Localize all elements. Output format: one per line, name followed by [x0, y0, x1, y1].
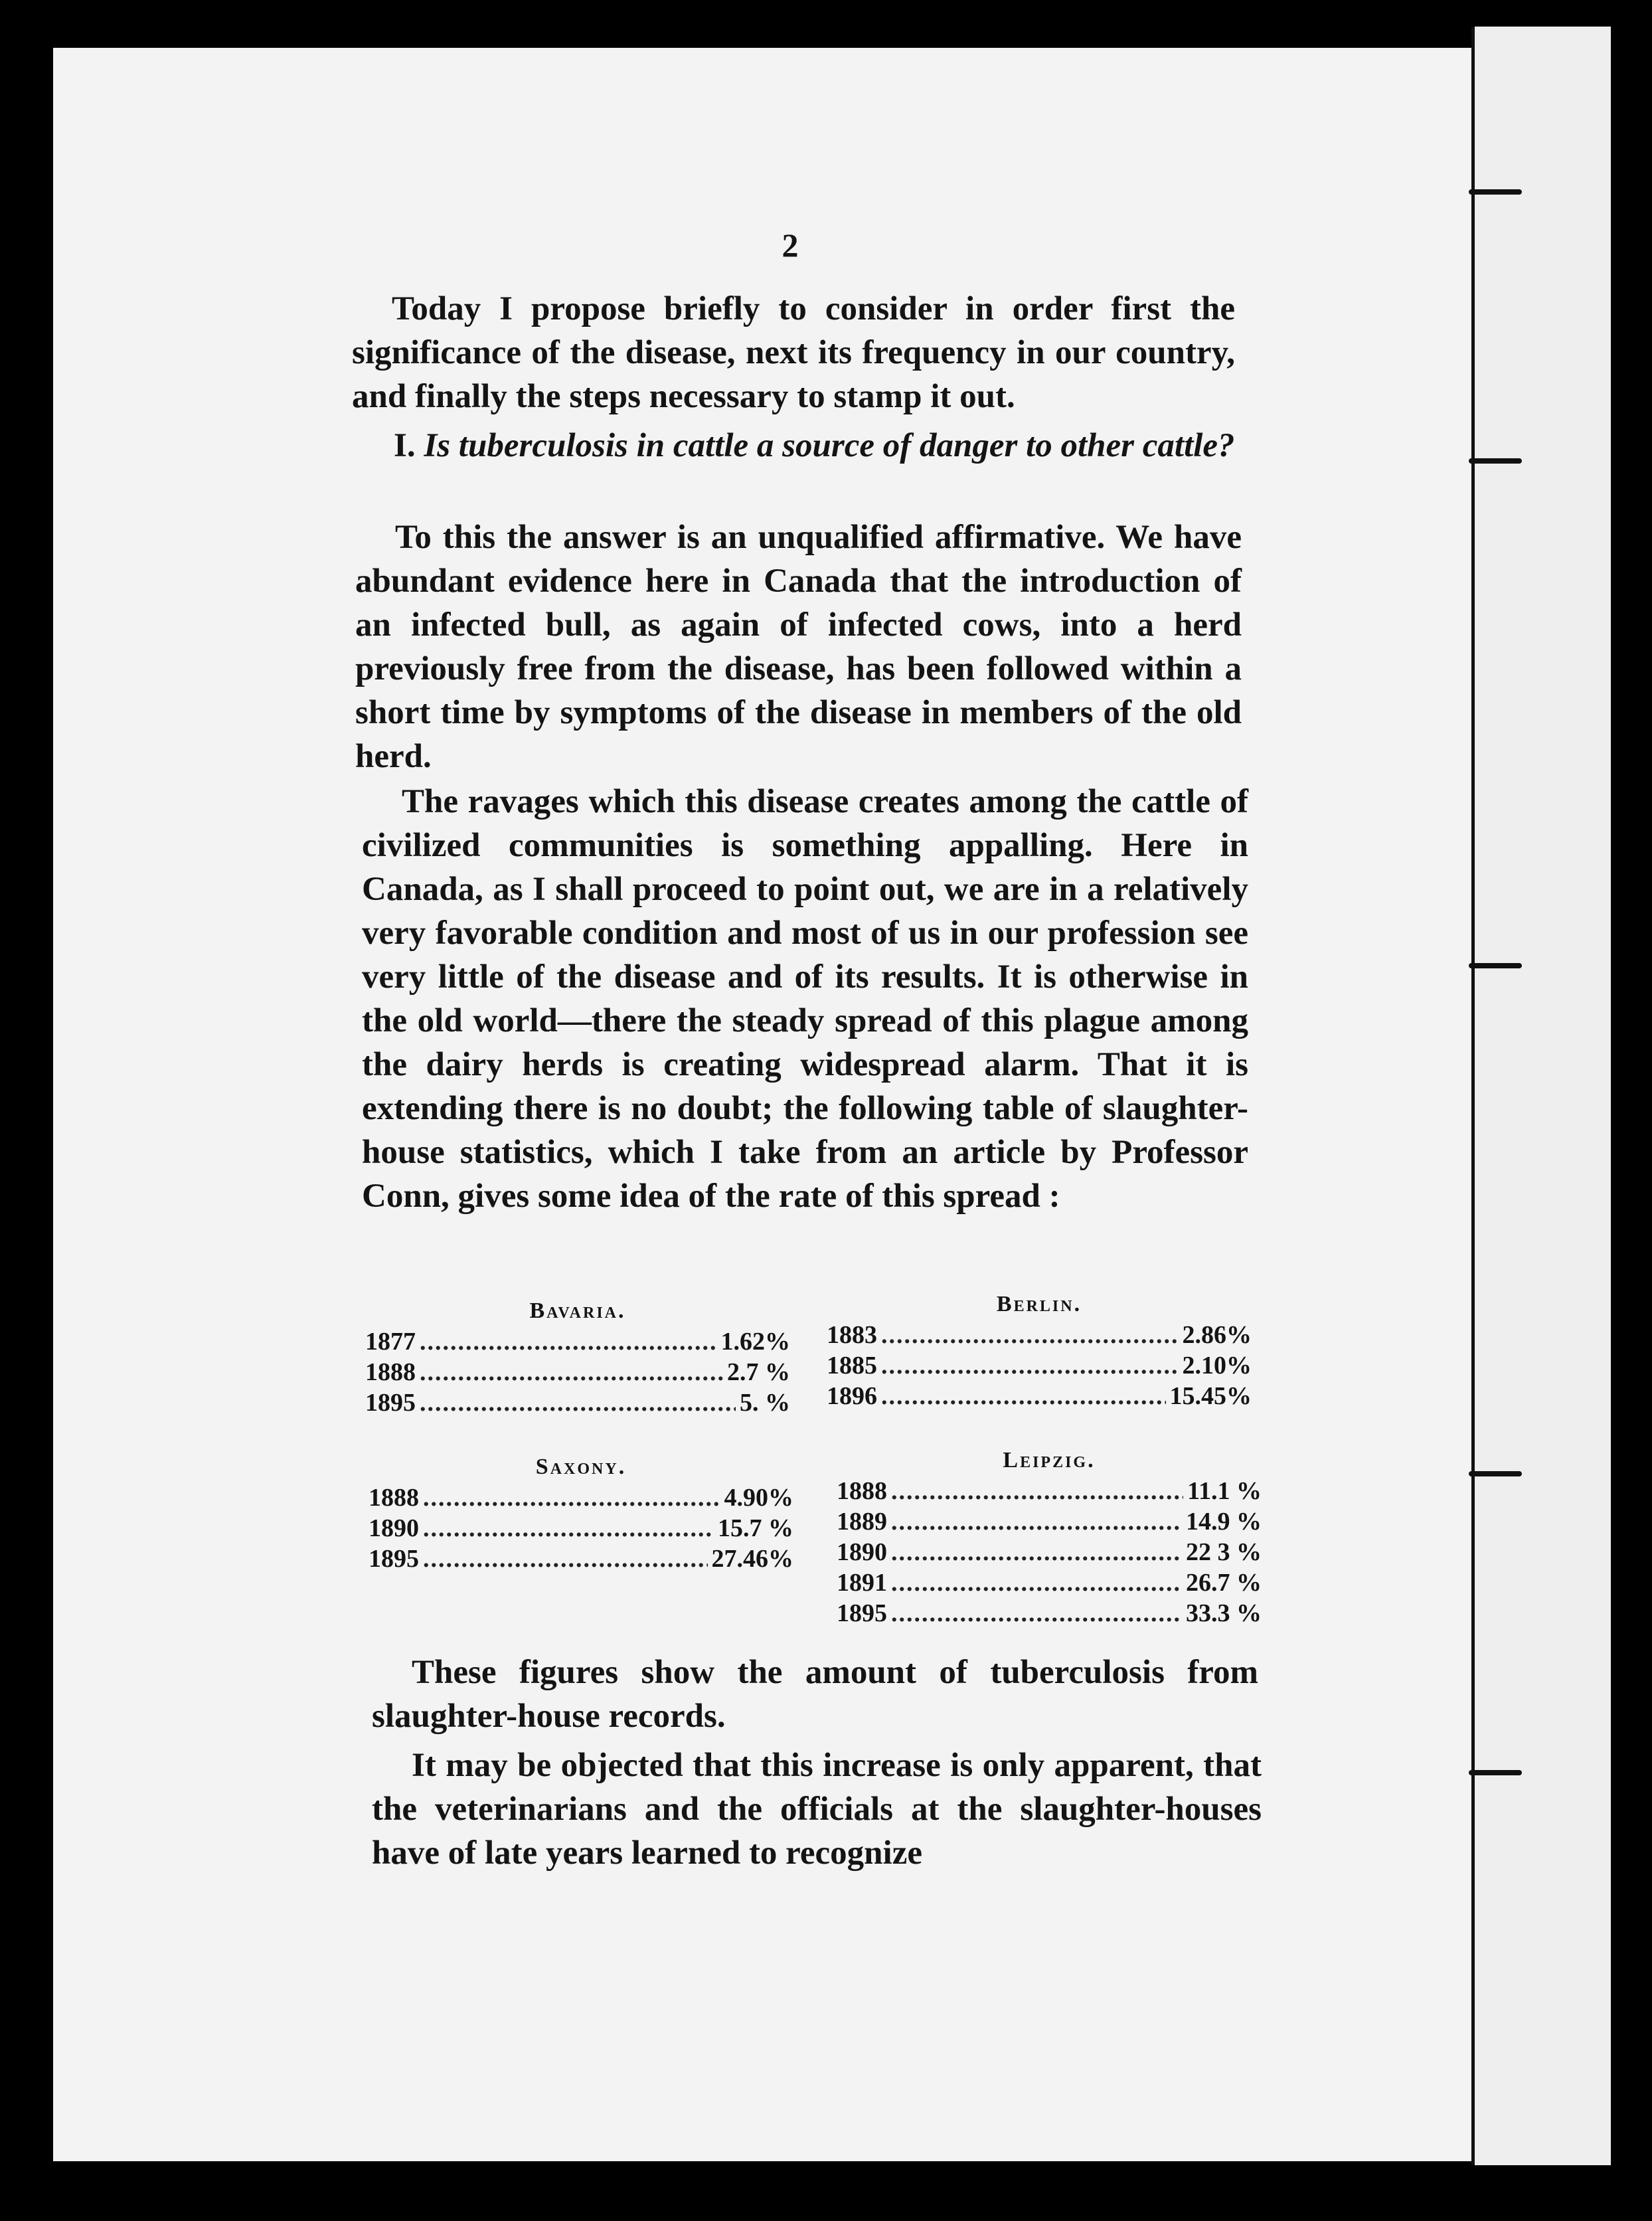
leader-dots	[420, 1387, 736, 1418]
leader-dots	[881, 1350, 1179, 1381]
paragraph-objection: It may be objected that this increase is only apparent, that the veterinarians and the officials at the slaughter-houses have of late years learned to recognize	[372, 1747, 1262, 1872]
leader-dots	[881, 1320, 1179, 1350]
row-year: 1885	[827, 1352, 877, 1379]
row-year: 1895	[837, 1599, 887, 1627]
table-berlin	[827, 1292, 1252, 1411]
table-title: Bavaria.	[529, 1298, 626, 1323]
table-row	[837, 1506, 1262, 1537]
table-row	[365, 1387, 790, 1418]
table-row	[369, 1482, 793, 1513]
row-year: 1889	[837, 1508, 887, 1536]
row-value: 2.86%	[1182, 1321, 1252, 1349]
paragraph-answer: To this the answer is an unqualified affirmative. We have abundant evidence here in Canada that the introduction of an infected bull, as again of infected cows, into a herd previously free from the disease, has been followed within a short time by symptoms of the disease in members of the old herd.	[355, 519, 1242, 775]
row-year: 1883	[827, 1321, 877, 1349]
leader-dots	[423, 1544, 708, 1574]
row-value: 4.90%	[724, 1484, 793, 1512]
row-value: 14.9 %	[1186, 1508, 1262, 1536]
table-leipzig	[837, 1448, 1262, 1629]
table-row	[837, 1567, 1262, 1598]
paragraph-intro: Today I propose briefly to consider in order first the significance of the disease, next its frequency in our country, and finally the steps necessary to stamp it out.	[352, 290, 1235, 415]
paragraph-ravages: The ravages which this disease creates among the cattle of civilized communities is something appalling. Here in Canada, as I shall proceed to point out, we are in a relatively very favorable condition and most of us in our profession see very little of the disease and of its results. It is otherwise in the old world—there the steady spread of this plague among the dairy herds is creating widespread alarm. That it is extending there is no doubt; the following table of slaughter-house statistics, which I take from an article by Professor Conn, gives some idea of the rate of this spread :	[362, 783, 1248, 1215]
row-year: 1891	[837, 1569, 887, 1597]
table-row	[837, 1598, 1262, 1629]
leader-dots	[423, 1482, 720, 1513]
row-year: 1895	[365, 1389, 416, 1417]
row-year: 1888	[837, 1477, 887, 1505]
paragraph-figures: These figures show the amount of tuberculosis from slaughter-house records.	[372, 1654, 1258, 1735]
row-year: 1877	[365, 1328, 416, 1356]
row-value: 1.62%	[720, 1328, 790, 1356]
page-number: 2	[782, 226, 799, 264]
row-value: 2.10%	[1182, 1352, 1252, 1379]
table-bavaria	[365, 1298, 790, 1418]
table-row	[827, 1320, 1252, 1350]
table-row	[837, 1537, 1262, 1567]
table-row	[837, 1476, 1262, 1506]
table-title: Berlin.	[996, 1292, 1082, 1316]
table-title: Saxony.	[535, 1455, 627, 1479]
leader-dots	[423, 1513, 714, 1544]
row-year: 1888	[369, 1484, 419, 1512]
leader-dots	[891, 1567, 1182, 1598]
row-value: 15.7 %	[718, 1514, 793, 1542]
row-value: 2.7 %	[727, 1358, 790, 1386]
table-row	[827, 1350, 1252, 1381]
leader-dots	[891, 1537, 1182, 1567]
leader-dots	[420, 1326, 717, 1357]
table-row	[369, 1544, 793, 1574]
leader-dots	[881, 1381, 1166, 1411]
table-title: Leipzig.	[1003, 1448, 1096, 1472]
row-value: 27.46%	[711, 1545, 793, 1573]
question-text: Is tuberculosis in cattle a source of danger to other cattle?	[424, 427, 1235, 464]
table-row	[365, 1357, 790, 1387]
row-year: 1890	[369, 1514, 419, 1542]
row-year: 1896	[827, 1382, 877, 1410]
question-number: I.	[394, 427, 416, 464]
row-value: 22 3 %	[1186, 1538, 1262, 1566]
leader-dots	[891, 1506, 1182, 1537]
leader-dots	[891, 1598, 1182, 1629]
table-row	[365, 1326, 790, 1357]
leader-dots	[891, 1476, 1183, 1506]
table-row	[369, 1513, 793, 1544]
leader-dots	[420, 1357, 723, 1387]
table-row	[827, 1381, 1252, 1411]
row-year: 1890	[837, 1538, 887, 1566]
row-year: 1888	[365, 1358, 416, 1386]
row-year: 1895	[369, 1545, 419, 1573]
row-value: 26.7 %	[1186, 1569, 1262, 1597]
table-saxony	[369, 1455, 793, 1574]
row-value: 15.45%	[1169, 1382, 1252, 1410]
row-value: 5. %	[740, 1389, 790, 1417]
row-value: 11.1 %	[1187, 1477, 1262, 1505]
row-value: 33.3 %	[1186, 1599, 1262, 1627]
question-heading	[354, 424, 1237, 468]
